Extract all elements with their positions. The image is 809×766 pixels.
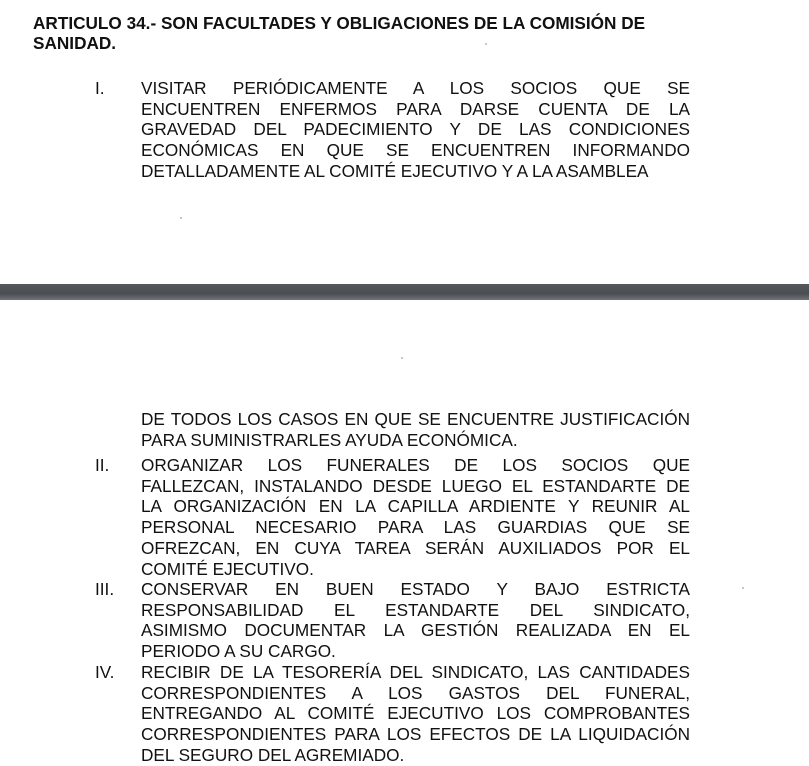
scan-speck <box>180 217 182 219</box>
text-line: DETALLADAMENTE AL COMITÉ EJECUTIVO Y A LA ASAMBLEA <box>141 160 649 181</box>
item-numeral: IV. <box>95 662 115 682</box>
text-line: DE TODOS LOS CASOS EN QUE SE ENCUENTRE JUSTIFICACIÓN <box>141 409 690 429</box>
text-line: CORRESPONDIENTES A LOS GASTOS DEL FUNERAL, <box>141 682 690 703</box>
scan-speck <box>401 357 403 359</box>
text-line: ECONÓMICAS EN QUE SE ENCUENTREN INFORMANDO <box>141 140 690 161</box>
text-line: VISITAR PERIÓDICAMENTE A LOS SOCIOS QUE SE <box>141 78 690 98</box>
text-line: PERIODO A SU CARGO. <box>141 641 336 662</box>
text-line: ORGANIZAR LOS FUNERALES DE LOS SOCIOS QUE <box>141 455 690 475</box>
item-numeral: I. <box>95 78 105 98</box>
text-line: OFREZCAN, EN CUYA TAREA SERÁN AUXILIADOS POR EL <box>141 537 690 558</box>
item-text <box>141 579 690 662</box>
item-text <box>141 662 690 766</box>
list-item-i <box>95 78 695 182</box>
document-page-1 <box>0 0 809 284</box>
text-line: RECIBIR DE LA TESORERÍA DEL SINDICATO, LAS CANTIDADES <box>141 662 690 682</box>
page-break-separator <box>0 284 809 300</box>
text-line: RESPONSABILIDAD EL ESTANDARTE DEL SINDICATO, <box>141 599 690 620</box>
text-line: CONSERVAR EN BUEN ESTADO Y BAJO ESTRICTA <box>141 579 690 599</box>
item-numeral: III. <box>95 579 115 599</box>
text-line: LA ORGANIZACIÓN EN LA CAPILLA ARDIENTE Y REUNIR AL <box>141 496 690 517</box>
item-numeral: II. <box>95 455 110 475</box>
text-line: ASIMISMO DOCUMENTAR LA GESTIÓN REALIZADA EN EL <box>141 620 690 641</box>
text-line: DEL SEGURO DEL AGREMIADO. <box>141 744 405 765</box>
scan-speck <box>485 43 487 45</box>
list-item-ii <box>95 455 695 579</box>
text-line: PARA SUMINISTRARLES AYUDA ECONÓMICA. <box>141 429 518 450</box>
item-text <box>141 455 690 579</box>
text-line: CORRESPONDIENTES PARA LOS EFECTOS DE LA LIQUIDACIÓN <box>141 724 690 745</box>
text-line: ENTREGANDO AL COMITÉ EJECUTIVO LOS COMPROBANTES <box>141 703 690 724</box>
scan-speck <box>742 587 744 589</box>
list-item-iii <box>95 579 695 662</box>
text-line: PERSONAL NECESARIO PARA LAS GUARDIAS QUE SE <box>141 517 690 538</box>
list-item-iv <box>95 662 695 766</box>
item-text <box>141 78 690 182</box>
text-line: COMITÉ EJECUTIVO. <box>141 558 314 579</box>
article-title: ARTICULO 34.- SON FACULTADES Y OBLIGACIONES DE LA COMISIÓN DE SANIDAD. <box>33 13 646 53</box>
continuation-text <box>141 409 690 450</box>
text-line: ENCUENTREN ENFERMOS PARA DARSE CUENTA DE LA <box>141 98 690 119</box>
text-line: FALLEZCAN, INSTALANDO DESDE LUEGO EL ESTANDARTE DE <box>141 475 690 496</box>
text-line: GRAVEDAD DEL PADECIMIENTO Y DE LAS CONDICIONES <box>141 119 690 140</box>
